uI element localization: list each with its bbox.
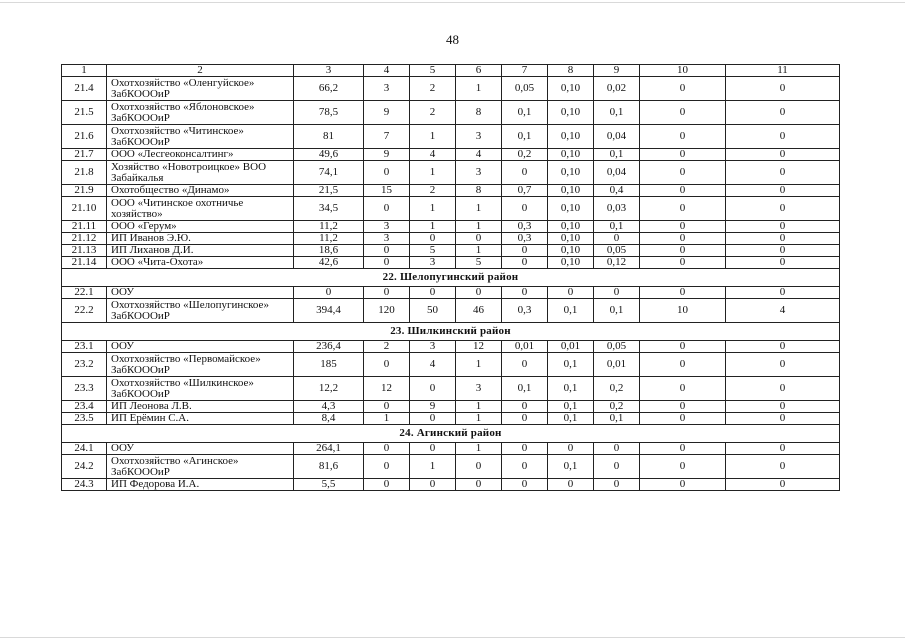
cell-c8: 0,10 — [548, 233, 594, 245]
cell-num: 23.4 — [62, 401, 107, 413]
cell-c8: 0,01 — [548, 341, 594, 353]
cell-num: 21.11 — [62, 221, 107, 233]
cell-c3: 81,6 — [294, 455, 364, 479]
cell-c10: 0 — [640, 125, 726, 149]
cell-c7: 0,1 — [502, 377, 548, 401]
cell-c10: 0 — [640, 341, 726, 353]
cell-c7: 0 — [502, 161, 548, 185]
cell-name: ООУ — [107, 287, 294, 299]
cell-c3: 74,1 — [294, 161, 364, 185]
cell-c5: 1 — [410, 125, 456, 149]
cell-c9: 0,02 — [594, 77, 640, 101]
cell-c6: 0 — [456, 233, 502, 245]
cell-c3: 18,6 — [294, 245, 364, 257]
cell-c3: 185 — [294, 353, 364, 377]
cell-c8: 0,10 — [548, 185, 594, 197]
cell-num: 21.12 — [62, 233, 107, 245]
cell-c7: 0,05 — [502, 77, 548, 101]
cell-c7: 0 — [502, 197, 548, 221]
cell-c9: 0,03 — [594, 197, 640, 221]
cell-c5: 2 — [410, 77, 456, 101]
cell-c11: 0 — [726, 353, 840, 377]
cell-c11: 0 — [726, 149, 840, 161]
cell-c6: 1 — [456, 413, 502, 425]
cell-c5: 2 — [410, 101, 456, 125]
cell-c6: 3 — [456, 377, 502, 401]
cell-c5: 2 — [410, 185, 456, 197]
section-title: 24. Агинский район — [62, 425, 840, 443]
cell-c10: 0 — [640, 353, 726, 377]
cell-c8: 0,1 — [548, 353, 594, 377]
cell-name: ООО «Чита-Охота» — [107, 257, 294, 269]
cell-c5: 1 — [410, 197, 456, 221]
cell-c4: 0 — [364, 401, 410, 413]
cell-c6: 1 — [456, 443, 502, 455]
cell-name: ИП Лиханов Д.И. — [107, 245, 294, 257]
cell-c4: 15 — [364, 185, 410, 197]
cell-c5: 3 — [410, 341, 456, 353]
cell-c10: 0 — [640, 401, 726, 413]
cell-name: ИП Ерёмин С.А. — [107, 413, 294, 425]
cell-name: Охотхозяйство «Яблоновское» ЗабКОООиР — [107, 101, 294, 125]
cell-c7: 0,1 — [502, 101, 548, 125]
cell-c9: 0 — [594, 287, 640, 299]
header-cell-11: 11 — [726, 65, 840, 77]
cell-name: ИП Леонова Л.В. — [107, 401, 294, 413]
header-cell-4: 4 — [364, 65, 410, 77]
table-row — [62, 197, 840, 221]
cell-c10: 0 — [640, 479, 726, 491]
cell-c7: 0,7 — [502, 185, 548, 197]
table-row — [62, 287, 840, 299]
cell-c9: 0 — [594, 233, 640, 245]
header-cell-10: 10 — [640, 65, 726, 77]
cell-name: Охотхозяйство «Оленгуйское» ЗабКОООиР — [107, 77, 294, 101]
cell-num: 23.2 — [62, 353, 107, 377]
cell-num: 21.7 — [62, 149, 107, 161]
cell-c4: 0 — [364, 443, 410, 455]
table-row — [62, 341, 840, 353]
cell-c4: 3 — [364, 77, 410, 101]
cell-c8: 0,1 — [548, 413, 594, 425]
cell-c11: 0 — [726, 245, 840, 257]
cell-c6: 1 — [456, 353, 502, 377]
table-row — [62, 245, 840, 257]
cell-c6: 8 — [456, 101, 502, 125]
cell-c10: 0 — [640, 149, 726, 161]
cell-c3: 394,4 — [294, 299, 364, 323]
cell-c8: 0,10 — [548, 245, 594, 257]
cell-num: 21.9 — [62, 185, 107, 197]
cell-c9: 0,1 — [594, 221, 640, 233]
section-row — [62, 269, 840, 287]
cell-c10: 0 — [640, 443, 726, 455]
cell-num: 21.14 — [62, 257, 107, 269]
section-row — [62, 425, 840, 443]
cell-c9: 0,12 — [594, 257, 640, 269]
cell-c5: 0 — [410, 479, 456, 491]
cell-c10: 0 — [640, 257, 726, 269]
cell-c3: 49,6 — [294, 149, 364, 161]
table-row — [62, 257, 840, 269]
cell-c11: 0 — [726, 341, 840, 353]
cell-c7: 0 — [502, 245, 548, 257]
cell-c3: 21,5 — [294, 185, 364, 197]
header-row — [62, 65, 840, 77]
cell-num: 22.2 — [62, 299, 107, 323]
cell-c5: 1 — [410, 221, 456, 233]
cell-c9: 0,1 — [594, 413, 640, 425]
cell-c9: 0 — [594, 443, 640, 455]
header-cell-1: 1 — [62, 65, 107, 77]
cell-c6: 4 — [456, 149, 502, 161]
cell-c5: 1 — [410, 455, 456, 479]
cell-c9: 0,2 — [594, 377, 640, 401]
scan-edge-bottom — [0, 637, 905, 638]
table-row — [62, 233, 840, 245]
cell-num: 21.4 — [62, 77, 107, 101]
cell-c3: 11,2 — [294, 233, 364, 245]
table-row — [62, 299, 840, 323]
cell-c11: 0 — [726, 221, 840, 233]
cell-name: ООО «Лесгеоконсалтинг» — [107, 149, 294, 161]
cell-c7: 0 — [502, 353, 548, 377]
cell-c4: 9 — [364, 101, 410, 125]
cell-c7: 0 — [502, 479, 548, 491]
table-row — [62, 161, 840, 185]
cell-c11: 0 — [726, 479, 840, 491]
cell-c11: 0 — [726, 161, 840, 185]
cell-c3: 66,2 — [294, 77, 364, 101]
cell-c9: 0,01 — [594, 353, 640, 377]
table-row — [62, 149, 840, 161]
cell-c6: 1 — [456, 221, 502, 233]
cell-c10: 0 — [640, 413, 726, 425]
cell-c11: 0 — [726, 257, 840, 269]
cell-c11: 0 — [726, 125, 840, 149]
cell-num: 23.3 — [62, 377, 107, 401]
cell-name: ООО «Герум» — [107, 221, 294, 233]
cell-c4: 0 — [364, 455, 410, 479]
header-cell-2: 2 — [107, 65, 294, 77]
cell-c9: 0,05 — [594, 245, 640, 257]
table-row — [62, 443, 840, 455]
cell-c5: 9 — [410, 401, 456, 413]
cell-name: ИП Федорова И.А. — [107, 479, 294, 491]
cell-name: ООУ — [107, 443, 294, 455]
table-row — [62, 101, 840, 125]
cell-c10: 0 — [640, 161, 726, 185]
cell-num: 21.10 — [62, 197, 107, 221]
cell-c3: 81 — [294, 125, 364, 149]
cell-c10: 0 — [640, 377, 726, 401]
cell-name: Охотхозяйство «Читинское» ЗабКОООиР — [107, 125, 294, 149]
header-cell-5: 5 — [410, 65, 456, 77]
cell-c10: 0 — [640, 101, 726, 125]
cell-c9: 0,1 — [594, 101, 640, 125]
cell-c5: 0 — [410, 443, 456, 455]
cell-c11: 4 — [726, 299, 840, 323]
cell-c6: 3 — [456, 125, 502, 149]
cell-c10: 0 — [640, 287, 726, 299]
section-row — [62, 323, 840, 341]
cell-c4: 12 — [364, 377, 410, 401]
cell-c6: 3 — [456, 161, 502, 185]
cell-c6: 8 — [456, 185, 502, 197]
cell-name: ООО «Читинское охотничье хозяйство» — [107, 197, 294, 221]
cell-c3: 4,3 — [294, 401, 364, 413]
cell-c7: 0 — [502, 455, 548, 479]
cell-c3: 264,1 — [294, 443, 364, 455]
cell-c3: 11,2 — [294, 221, 364, 233]
cell-num: 21.6 — [62, 125, 107, 149]
cell-name: Охотхозяйство «Агинское» ЗабКОООиР — [107, 455, 294, 479]
cell-c3: 78,5 — [294, 101, 364, 125]
cell-c10: 0 — [640, 455, 726, 479]
cell-c5: 4 — [410, 353, 456, 377]
cell-c8: 0,1 — [548, 401, 594, 413]
cell-c6: 5 — [456, 257, 502, 269]
cell-c4: 0 — [364, 287, 410, 299]
cell-c5: 0 — [410, 287, 456, 299]
cell-c4: 7 — [364, 125, 410, 149]
cell-c8: 0,10 — [548, 197, 594, 221]
scan-edge-top — [0, 2, 905, 3]
cell-c4: 0 — [364, 197, 410, 221]
cell-num: 23.5 — [62, 413, 107, 425]
cell-c5: 5 — [410, 245, 456, 257]
header-cell-7: 7 — [502, 65, 548, 77]
cell-num: 24.3 — [62, 479, 107, 491]
cell-c5: 4 — [410, 149, 456, 161]
table-row — [62, 413, 840, 425]
table-row — [62, 377, 840, 401]
cell-c11: 0 — [726, 101, 840, 125]
table-row — [62, 125, 840, 149]
table-row — [62, 77, 840, 101]
cell-c11: 0 — [726, 443, 840, 455]
table-row — [62, 479, 840, 491]
cell-c11: 0 — [726, 233, 840, 245]
cell-c8: 0,10 — [548, 149, 594, 161]
cell-c4: 0 — [364, 257, 410, 269]
cell-c8: 0,10 — [548, 257, 594, 269]
cell-c9: 0,1 — [594, 299, 640, 323]
page-number: 48 — [446, 32, 459, 47]
table-row — [62, 455, 840, 479]
cell-c4: 1 — [364, 413, 410, 425]
cell-c8: 0 — [548, 479, 594, 491]
cell-c5: 1 — [410, 161, 456, 185]
cell-c5: 0 — [410, 233, 456, 245]
cell-c4: 0 — [364, 245, 410, 257]
cell-c7: 0 — [502, 443, 548, 455]
cell-c5: 50 — [410, 299, 456, 323]
cell-num: 21.8 — [62, 161, 107, 185]
header-cell-8: 8 — [548, 65, 594, 77]
cell-c10: 0 — [640, 221, 726, 233]
cell-c9: 0,4 — [594, 185, 640, 197]
cell-c6: 46 — [456, 299, 502, 323]
header-cell-3: 3 — [294, 65, 364, 77]
cell-c7: 0,3 — [502, 299, 548, 323]
cell-c3: 42,6 — [294, 257, 364, 269]
cell-c9: 0,1 — [594, 149, 640, 161]
cell-c7: 0 — [502, 257, 548, 269]
cell-name: Охотхозяйство «Шилкинское» ЗабКОООиР — [107, 377, 294, 401]
cell-num: 23.1 — [62, 341, 107, 353]
cell-c3: 12,2 — [294, 377, 364, 401]
cell-c7: 0,01 — [502, 341, 548, 353]
cell-c4: 0 — [364, 479, 410, 491]
cell-c9: 0 — [594, 455, 640, 479]
cell-c9: 0,04 — [594, 125, 640, 149]
cell-c3: 34,5 — [294, 197, 364, 221]
cell-c10: 0 — [640, 245, 726, 257]
cell-c4: 0 — [364, 161, 410, 185]
cell-c8: 0 — [548, 443, 594, 455]
cell-c8: 0,10 — [548, 77, 594, 101]
cell-num: 21.5 — [62, 101, 107, 125]
cell-c7: 0 — [502, 287, 548, 299]
cell-c10: 0 — [640, 77, 726, 101]
cell-c8: 0,10 — [548, 221, 594, 233]
cell-name: Охотобщество «Динамо» — [107, 185, 294, 197]
cell-c4: 0 — [364, 353, 410, 377]
cell-c9: 0,05 — [594, 341, 640, 353]
cell-c9: 0,04 — [594, 161, 640, 185]
cell-c8: 0,10 — [548, 101, 594, 125]
table-row — [62, 401, 840, 413]
cell-c7: 0 — [502, 413, 548, 425]
cell-c11: 0 — [726, 185, 840, 197]
cell-c6: 0 — [456, 287, 502, 299]
cell-c6: 0 — [456, 455, 502, 479]
table-row — [62, 185, 840, 197]
data-table — [61, 64, 840, 491]
cell-c4: 2 — [364, 341, 410, 353]
table-row — [62, 221, 840, 233]
header-cell-9: 9 — [594, 65, 640, 77]
cell-c5: 0 — [410, 413, 456, 425]
cell-c11: 0 — [726, 197, 840, 221]
cell-c4: 3 — [364, 233, 410, 245]
section-title: 22. Шелопугинский район — [62, 269, 840, 287]
cell-c7: 0,1 — [502, 125, 548, 149]
cell-c6: 0 — [456, 479, 502, 491]
cell-c10: 0 — [640, 233, 726, 245]
cell-num: 21.13 — [62, 245, 107, 257]
cell-c10: 0 — [640, 185, 726, 197]
cell-c9: 0 — [594, 479, 640, 491]
cell-c6: 1 — [456, 197, 502, 221]
table-row — [62, 353, 840, 377]
cell-c6: 1 — [456, 401, 502, 413]
cell-name: Охотхозяйство «Шелопугинское» ЗабКОООиР — [107, 299, 294, 323]
cell-c11: 0 — [726, 77, 840, 101]
cell-c3: 236,4 — [294, 341, 364, 353]
cell-c3: 5,5 — [294, 479, 364, 491]
cell-c8: 0,1 — [548, 455, 594, 479]
cell-name: Охотхозяйство «Первомайское» ЗабКОООиР — [107, 353, 294, 377]
cell-c4: 120 — [364, 299, 410, 323]
cell-c4: 9 — [364, 149, 410, 161]
cell-c10: 10 — [640, 299, 726, 323]
cell-c7: 0 — [502, 401, 548, 413]
cell-c11: 0 — [726, 413, 840, 425]
cell-name: ИП Иванов Э.Ю. — [107, 233, 294, 245]
cell-c8: 0,10 — [548, 125, 594, 149]
cell-c5: 3 — [410, 257, 456, 269]
cell-c11: 0 — [726, 455, 840, 479]
cell-c8: 0 — [548, 287, 594, 299]
cell-c11: 0 — [726, 401, 840, 413]
cell-num: 24.2 — [62, 455, 107, 479]
header-cell-6: 6 — [456, 65, 502, 77]
cell-c7: 0,2 — [502, 149, 548, 161]
cell-c9: 0,2 — [594, 401, 640, 413]
cell-name: ООУ — [107, 341, 294, 353]
cell-c10: 0 — [640, 197, 726, 221]
cell-c11: 0 — [726, 287, 840, 299]
cell-c6: 1 — [456, 245, 502, 257]
cell-num: 24.1 — [62, 443, 107, 455]
cell-c11: 0 — [726, 377, 840, 401]
section-title: 23. Шилкинский район — [62, 323, 840, 341]
cell-name: Хозяйство «Новотроицкое» ВОО Забайкалья — [107, 161, 294, 185]
cell-c5: 0 — [410, 377, 456, 401]
cell-c8: 0,10 — [548, 161, 594, 185]
cell-c6: 12 — [456, 341, 502, 353]
cell-c8: 0,1 — [548, 377, 594, 401]
cell-c7: 0,3 — [502, 233, 548, 245]
cell-num: 22.1 — [62, 287, 107, 299]
cell-c3: 0 — [294, 287, 364, 299]
cell-c3: 8,4 — [294, 413, 364, 425]
cell-c4: 3 — [364, 221, 410, 233]
cell-c6: 1 — [456, 77, 502, 101]
cell-c8: 0,1 — [548, 299, 594, 323]
cell-c7: 0,3 — [502, 221, 548, 233]
